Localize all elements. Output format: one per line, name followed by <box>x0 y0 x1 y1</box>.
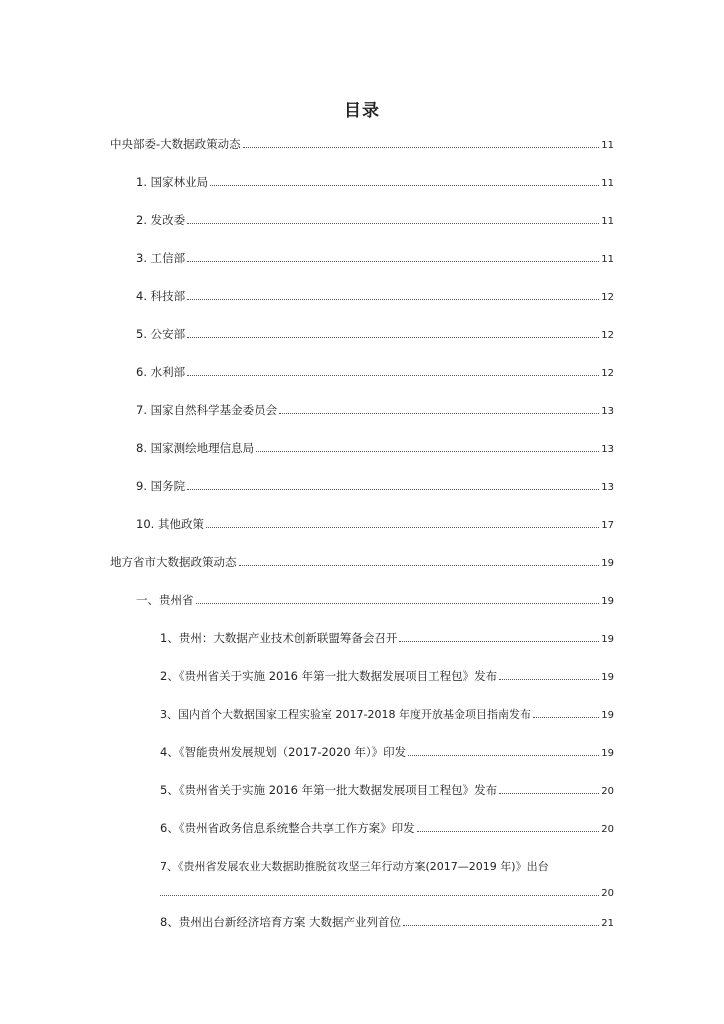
leader-dots <box>243 147 600 148</box>
toc-entry[interactable] <box>136 250 614 266</box>
toc-page-number: 12 <box>601 292 614 303</box>
toc-entry[interactable] <box>136 364 614 380</box>
toc-page-number: 19 <box>601 672 614 683</box>
toc-entry-text: 地方省市大数据政策动态 <box>110 555 237 569</box>
toc-entry-text: 4、《智能贵州发展规划（2017-2020 年）》印发 <box>160 745 407 759</box>
toc-page-number: 13 <box>601 482 614 493</box>
toc-entry-central-ministries[interactable] <box>110 136 614 152</box>
toc-entry-continuation[interactable] <box>160 888 614 904</box>
toc-page-number: 11 <box>601 178 614 189</box>
toc-entry[interactable] <box>136 212 614 228</box>
toc-entry[interactable] <box>136 440 614 456</box>
toc-entry-text: 6、《贵州省政务信息系统整合共享工作方案》印发 <box>160 821 415 835</box>
leader-dots <box>160 895 599 896</box>
toc-page-number: 11 <box>601 216 614 227</box>
toc-entry-local-provinces[interactable] <box>110 554 614 570</box>
toc-page-number: 19 <box>601 596 614 607</box>
toc-page-number: 19 <box>601 634 614 645</box>
leader-dots <box>187 489 599 490</box>
toc-entry[interactable] <box>136 288 614 304</box>
toc-entry-text: 8. 国家测绘地理信息局 <box>136 441 255 455</box>
toc-entry[interactable] <box>136 592 614 608</box>
toc-entry-text: 6. 水利部 <box>136 365 186 379</box>
toc-entry[interactable] <box>136 326 614 342</box>
page-title: 目录 <box>344 101 380 121</box>
toc-entry-text: 1、贵州：大数据产业技术创新联盟筹备会召开 <box>160 631 398 645</box>
toc-entry[interactable] <box>160 782 614 798</box>
toc-page-number: 13 <box>601 406 614 417</box>
toc-entry-text: 7. 国家自然科学基金委员会 <box>136 403 278 417</box>
toc-entry[interactable] <box>160 706 614 722</box>
toc-page-number: 19 <box>601 558 614 569</box>
leader-dots <box>187 223 599 224</box>
toc-entry[interactable] <box>136 174 614 190</box>
leader-dots <box>187 337 599 338</box>
leader-dots <box>187 375 599 376</box>
leader-dots <box>196 603 600 604</box>
toc-page-number: 20 <box>601 786 614 797</box>
toc-entry-text: 3. 工信部 <box>136 251 186 265</box>
leader-dots <box>499 679 599 680</box>
toc-page-number: 17 <box>601 520 614 531</box>
leader-dots <box>187 299 599 300</box>
toc-page-number: 20 <box>601 888 614 899</box>
toc-entry[interactable] <box>160 820 614 836</box>
leader-dots <box>206 527 599 528</box>
leader-dots <box>499 793 599 794</box>
toc-entry-wrapped[interactable] <box>160 858 614 874</box>
toc-entry-text: 2、《贵州省关于实施 2016 年第一批大数据发展项目工程包》发布 <box>160 669 498 683</box>
toc-entry-text: 1. 国家林业局 <box>136 175 209 189</box>
leader-dots <box>256 451 599 452</box>
leader-dots <box>417 831 600 832</box>
toc-entry-text: 8、贵州出台新经济培育方案 大数据产业列首位 <box>160 915 401 929</box>
toc-page-number: 12 <box>601 368 614 379</box>
leader-dots <box>210 185 599 186</box>
toc-entry[interactable] <box>136 516 614 532</box>
toc-entry-text: 中央部委-大数据政策动态 <box>110 137 241 151</box>
toc-entry[interactable] <box>160 668 614 684</box>
toc-entry[interactable] <box>160 744 614 760</box>
toc-entry-text: 一、贵州省 <box>136 593 194 607</box>
toc-page-number: 19 <box>601 710 614 721</box>
leader-dots <box>399 641 599 642</box>
toc-page-number: 12 <box>601 330 614 341</box>
leader-dots <box>239 565 600 566</box>
toc-page-number: 13 <box>601 444 614 455</box>
toc-entry-text: 7、《贵州省发展农业大数据助推脱贫攻坚三年行动方案(2017—2019 年)》出台 <box>160 860 549 873</box>
toc-page-number: 19 <box>601 748 614 759</box>
toc-entry-text: 9. 国务院 <box>136 479 186 493</box>
leader-dots <box>408 755 599 756</box>
toc-entry[interactable] <box>160 914 614 930</box>
toc-entry[interactable] <box>136 478 614 494</box>
toc-entry[interactable] <box>160 630 614 646</box>
toc-page-number: 21 <box>601 918 614 929</box>
leader-dots <box>403 925 599 926</box>
toc-entry-text: 3、国内首个大数据国家工程实验室 2017-2018 年度开放基金项目指南发布 <box>160 708 531 721</box>
leader-dots <box>279 413 599 414</box>
toc-page-number: 11 <box>601 140 614 151</box>
leader-dots <box>533 717 599 718</box>
toc-entry-text: 10. 其他政策 <box>136 517 204 531</box>
toc-entry-text: 5、《贵州省关于实施 2016 年第一批大数据发展项目工程包》发布 <box>160 783 498 797</box>
toc-entry[interactable] <box>136 402 614 418</box>
toc-entry-text: 4. 科技部 <box>136 289 186 303</box>
toc-page-number: 20 <box>601 824 614 835</box>
leader-dots <box>187 261 599 262</box>
toc-entry-text: 2. 发改委 <box>136 213 186 227</box>
toc-entry-text: 5. 公安部 <box>136 327 186 341</box>
toc-page-number: 11 <box>601 254 614 265</box>
